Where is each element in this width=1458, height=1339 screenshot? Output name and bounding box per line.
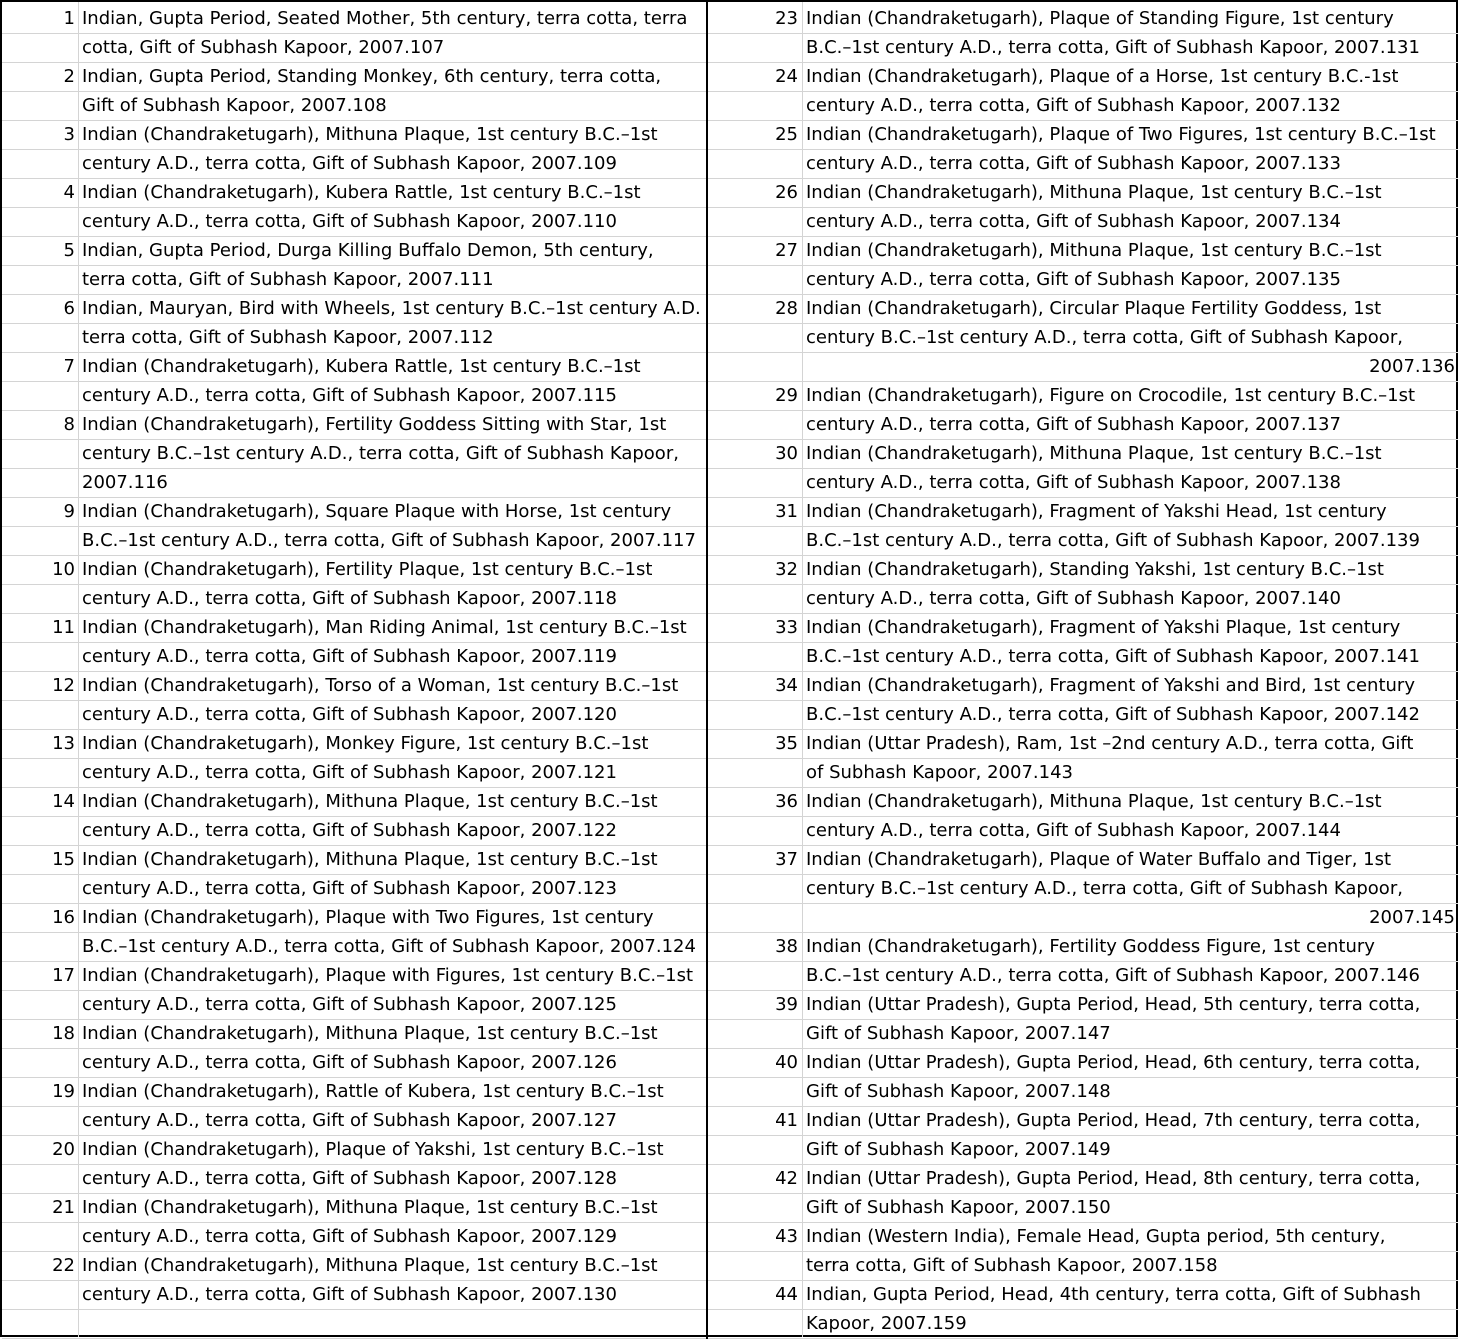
item-number: 38 [775, 936, 798, 957]
list-item [708, 294, 1458, 381]
item-number: 34 [775, 675, 798, 696]
item-description-line: Indian (Chandraketugarh), Rattle of Kubera, 1st century B.C.–1st [82, 1081, 664, 1102]
item-description-line: century A.D., terra cotta, Gift of Subhash Kapoor, 2007.140 [806, 588, 1341, 609]
item-description-line: century A.D., terra cotta, Gift of Subhash Kapoor, 2007.138 [806, 472, 1341, 493]
list-item [708, 1164, 1458, 1222]
list-item [2, 903, 706, 961]
item-description-line: century A.D., terra cotta, Gift of Subhash Kapoor, 2007.126 [82, 1052, 617, 1073]
row-gridline [2, 1309, 706, 1310]
item-description-line: Indian (Chandraketugarh), Mithuna Plaque, 1st century B.C.–1st [806, 240, 1382, 261]
item-number: 26 [775, 182, 798, 203]
item-description-line: B.C.–1st century A.D., terra cotta, Gift of Subhash Kapoor, 2007.124 [82, 936, 696, 957]
list-item [2, 1135, 706, 1193]
item-description-line: 2007.136 [1369, 356, 1455, 377]
list-item [708, 671, 1458, 729]
item-description-line: of Subhash Kapoor, 2007.143 [806, 762, 1073, 783]
item-description-line: Indian (Uttar Pradesh), Gupta Period, Head, 5th century, terra cotta, [806, 994, 1421, 1015]
item-number: 43 [775, 1226, 798, 1247]
item-description-line: century A.D., terra cotta, Gift of Subhash Kapoor, 2007.144 [806, 820, 1341, 841]
item-description-line: Indian (Chandraketugarh), Fertility Goddess Sitting with Star, 1st [82, 414, 667, 435]
list-item [708, 845, 1458, 932]
item-description-line: terra cotta, Gift of Subhash Kapoor, 2007.111 [82, 269, 494, 290]
list-item [2, 352, 706, 410]
list-item [2, 62, 706, 120]
item-description-line: Indian (Chandraketugarh), Kubera Rattle, 1st century B.C.–1st [82, 182, 641, 203]
item-description-line: Indian (Chandraketugarh), Standing Yakshi, 1st century B.C.–1st [806, 559, 1384, 580]
list-item [708, 120, 1458, 178]
item-description-line: Gift of Subhash Kapoor, 2007.150 [806, 1197, 1111, 1218]
item-number: 31 [775, 501, 798, 522]
item-description-line: century A.D., terra cotta, Gift of Subhash Kapoor, 2007.121 [82, 762, 617, 783]
item-description-line: century A.D., terra cotta, Gift of Subhash Kapoor, 2007.129 [82, 1226, 617, 1247]
item-description-line: Indian (Chandraketugarh), Plaque with Two Figures, 1st century [82, 907, 654, 928]
item-description-line: century A.D., terra cotta, Gift of Subhash Kapoor, 2007.133 [806, 153, 1341, 174]
item-description-line: Kapoor, 2007.159 [806, 1313, 967, 1334]
item-description-line: Indian (Western India), Female Head, Gupta period, 5th century, [806, 1226, 1386, 1247]
item-number: 30 [775, 443, 798, 464]
list-item [708, 62, 1458, 120]
item-number: 18 [52, 1023, 75, 1044]
item-number: 5 [63, 240, 75, 261]
list-item [2, 120, 706, 178]
item-number: 24 [775, 66, 798, 87]
item-description-line: Indian (Chandraketugarh), Circular Plaque Fertility Goddess, 1st [806, 298, 1382, 319]
item-description-line: Indian (Uttar Pradesh), Gupta Period, Head, 6th century, terra cotta, [806, 1052, 1421, 1073]
item-number: 41 [775, 1110, 798, 1131]
item-number: 44 [775, 1284, 798, 1305]
item-description-line: Indian (Uttar Pradesh), Gupta Period, Head, 8th century, terra cotta, [806, 1168, 1421, 1189]
item-description-line: Indian (Uttar Pradesh), Gupta Period, Head, 7th century, terra cotta, [806, 1110, 1421, 1131]
item-description-line: Indian (Chandraketugarh), Square Plaque with Horse, 1st century [82, 501, 672, 522]
item-number: 22 [52, 1255, 75, 1276]
list-item [2, 178, 706, 236]
list-item [708, 1280, 1458, 1338]
item-number: 14 [52, 791, 75, 812]
item-description-line: century A.D., terra cotta, Gift of Subhash Kapoor, 2007.123 [82, 878, 617, 899]
item-number: 16 [52, 907, 75, 928]
item-number: 29 [775, 385, 798, 406]
item-description-line: Indian (Chandraketugarh), Mithuna Plaque, 1st century B.C.–1st [82, 1255, 658, 1276]
item-description-line: century A.D., terra cotta, Gift of Subhash Kapoor, 2007.130 [82, 1284, 617, 1305]
item-number: 21 [52, 1197, 75, 1218]
item-description-line: Indian (Chandraketugarh), Fertility Goddess Figure, 1st century [806, 936, 1375, 957]
item-description-line: century B.C.–1st century A.D., terra cotta, Gift of Subhash Kapoor, [806, 878, 1403, 899]
item-description-line: Indian (Chandraketugarh), Mithuna Plaque, 1st century B.C.–1st [82, 124, 658, 145]
item-description-line: 2007.116 [82, 472, 168, 493]
item-description-line: Indian (Chandraketugarh), Figure on Crocodile, 1st century B.C.–1st [806, 385, 1416, 406]
list-item [2, 1251, 706, 1309]
list-item [2, 1193, 706, 1251]
left-column-list [2, 2, 706, 1337]
item-number: 2 [63, 66, 75, 87]
item-description-line: B.C.–1st century A.D., terra cotta, Gift of Subhash Kapoor, 2007.141 [806, 646, 1420, 667]
item-description-line: century A.D., terra cotta, Gift of Subhash Kapoor, 2007.128 [82, 1168, 617, 1189]
item-number: 37 [775, 849, 798, 870]
list-item [2, 787, 706, 845]
item-number: 9 [63, 501, 75, 522]
item-description-line: Indian (Chandraketugarh), Plaque with Figures, 1st century B.C.–1st [82, 965, 694, 986]
item-description-line: terra cotta, Gift of Subhash Kapoor, 2007.112 [82, 327, 494, 348]
list-item [2, 729, 706, 787]
item-description-line: century B.C.–1st century A.D., terra cotta, Gift of Subhash Kapoor, [806, 327, 1403, 348]
item-description-line: Indian (Chandraketugarh), Mithuna Plaque, 1st century B.C.–1st [806, 443, 1382, 464]
item-number: 3 [63, 124, 75, 145]
list-item [708, 555, 1458, 613]
item-number: 6 [63, 298, 75, 319]
item-description-line: Indian, Gupta Period, Seated Mother, 5th century, terra cotta, terra [82, 8, 688, 29]
item-number: 42 [775, 1168, 798, 1189]
item-description-line: century A.D., terra cotta, Gift of Subhash Kapoor, 2007.120 [82, 704, 617, 725]
item-description-line: terra cotta, Gift of Subhash Kapoor, 2007.158 [806, 1255, 1218, 1276]
item-number: 39 [775, 994, 798, 1015]
item-description-line: century A.D., terra cotta, Gift of Subhash Kapoor, 2007.127 [82, 1110, 617, 1131]
item-description-line: Indian, Gupta Period, Standing Monkey, 6th century, terra cotta, [82, 66, 662, 87]
list-item [2, 555, 706, 613]
item-description-line: Gift of Subhash Kapoor, 2007.148 [806, 1081, 1111, 1102]
list-item [708, 439, 1458, 497]
item-description-line: Indian (Chandraketugarh), Plaque of Water Buffalo and Tiger, 1st [806, 849, 1392, 870]
list-item [708, 236, 1458, 294]
item-number: 17 [52, 965, 75, 986]
item-number: 15 [52, 849, 75, 870]
item-description-line: Indian (Chandraketugarh), Plaque of Two Figures, 1st century B.C.–1st [806, 124, 1436, 145]
item-description-line: Indian, Gupta Period, Head, 4th century, terra cotta, Gift of Subhash [806, 1284, 1421, 1305]
item-number: 36 [775, 791, 798, 812]
item-description-line: Indian (Chandraketugarh), Mithuna Plaque, 1st century B.C.–1st [806, 182, 1382, 203]
item-description-line: Indian (Chandraketugarh), Kubera Rattle, 1st century B.C.–1st [82, 356, 641, 377]
item-number: 7 [63, 356, 75, 377]
list-item [708, 729, 1458, 787]
list-item [708, 1222, 1458, 1280]
item-description-line: century A.D., terra cotta, Gift of Subhash Kapoor, 2007.137 [806, 414, 1341, 435]
item-description-line: Indian, Mauryan, Bird with Wheels, 1st century B.C.–1st century A.D. [82, 298, 701, 319]
list-item [708, 613, 1458, 671]
right-column-list [708, 2, 1458, 1337]
item-number: 19 [52, 1081, 75, 1102]
list-item [2, 410, 706, 497]
item-description-line: Indian (Chandraketugarh), Plaque of a Horse, 1st century B.C.-1st [806, 66, 1399, 87]
item-description-line: century A.D., terra cotta, Gift of Subhash Kapoor, 2007.110 [82, 211, 617, 232]
list-item [2, 613, 706, 671]
item-description-line: Gift of Subhash Kapoor, 2007.149 [806, 1139, 1111, 1160]
item-description-line: Indian (Chandraketugarh), Mithuna Plaque, 1st century B.C.–1st [82, 791, 658, 812]
item-number: 27 [775, 240, 798, 261]
list-item [708, 787, 1458, 845]
item-description-line: B.C.–1st century A.D., terra cotta, Gift of Subhash Kapoor, 2007.146 [806, 965, 1420, 986]
list-item [2, 1077, 706, 1135]
item-description-line: Gift of Subhash Kapoor, 2007.147 [806, 1023, 1111, 1044]
item-description-line: Indian (Chandraketugarh), Fragment of Yakshi Plaque, 1st century [806, 617, 1401, 638]
item-description-line: Indian (Uttar Pradesh), Ram, 1st –2nd century A.D., terra cotta, Gift [806, 733, 1414, 754]
list-item [708, 1106, 1458, 1164]
item-number: 25 [775, 124, 798, 145]
item-number: 32 [775, 559, 798, 580]
item-description-line: Indian (Chandraketugarh), Monkey Figure, 1st century B.C.–1st [82, 733, 649, 754]
item-description-line: century A.D., terra cotta, Gift of Subhash Kapoor, 2007.118 [82, 588, 617, 609]
item-description-line: century A.D., terra cotta, Gift of Subhash Kapoor, 2007.119 [82, 646, 617, 667]
item-description-line: Indian (Chandraketugarh), Fragment of Yakshi and Bird, 1st century [806, 675, 1415, 696]
item-description-line: Indian (Chandraketugarh), Plaque of Standing Figure, 1st century [806, 8, 1394, 29]
item-description-line: century A.D., terra cotta, Gift of Subhash Kapoor, 2007.122 [82, 820, 617, 841]
item-description-line: century A.D., terra cotta, Gift of Subhash Kapoor, 2007.115 [82, 385, 617, 406]
item-number: 4 [63, 182, 75, 203]
list-item [2, 497, 706, 555]
item-number: 10 [52, 559, 75, 580]
item-description-line: century A.D., terra cotta, Gift of Subhash Kapoor, 2007.132 [806, 95, 1341, 116]
item-number: 40 [775, 1052, 798, 1073]
list-item [708, 1048, 1458, 1106]
item-description-line: Indian (Chandraketugarh), Plaque of Yakshi, 1st century B.C.–1st [82, 1139, 664, 1160]
item-number: 8 [63, 414, 75, 435]
item-description-line: century A.D., terra cotta, Gift of Subhash Kapoor, 2007.135 [806, 269, 1341, 290]
item-description-line: Indian (Chandraketugarh), Mithuna Plaque, 1st century B.C.–1st [82, 849, 658, 870]
item-description-line: Indian (Chandraketugarh), Fragment of Yakshi Head, 1st century [806, 501, 1387, 522]
item-description-line: B.C.–1st century A.D., terra cotta, Gift of Subhash Kapoor, 2007.142 [806, 704, 1420, 725]
item-description-line: cotta, Gift of Subhash Kapoor, 2007.107 [82, 37, 445, 58]
item-description-line: B.C.–1st century A.D., terra cotta, Gift of Subhash Kapoor, 2007.139 [806, 530, 1420, 551]
list-item [708, 497, 1458, 555]
item-description-line: century A.D., terra cotta, Gift of Subhash Kapoor, 2007.109 [82, 153, 617, 174]
list-item [2, 1019, 706, 1077]
list-item [2, 961, 706, 1019]
list-item [708, 932, 1458, 990]
item-number: 20 [52, 1139, 75, 1160]
item-number: 1 [63, 8, 75, 29]
item-description-line: Indian (Chandraketugarh), Torso of a Woman, 1st century B.C.–1st [82, 675, 679, 696]
item-description-line: Indian (Chandraketugarh), Mithuna Plaque, 1st century B.C.–1st [82, 1197, 658, 1218]
list-item [2, 294, 706, 352]
item-description-line: B.C.–1st century A.D., terra cotta, Gift of Subhash Kapoor, 2007.131 [806, 37, 1420, 58]
item-number: 13 [52, 733, 75, 754]
item-description-line: B.C.–1st century A.D., terra cotta, Gift of Subhash Kapoor, 2007.117 [82, 530, 696, 551]
item-number: 28 [775, 298, 798, 319]
list-item [2, 845, 706, 903]
list-item [2, 4, 706, 62]
item-description-line: century A.D., terra cotta, Gift of Subhash Kapoor, 2007.125 [82, 994, 617, 1015]
list-item [708, 178, 1458, 236]
item-description-line: 2007.145 [1369, 907, 1455, 928]
list-item [708, 4, 1458, 62]
item-number: 11 [52, 617, 75, 638]
item-number: 33 [775, 617, 798, 638]
item-description-line: Indian (Chandraketugarh), Fertility Plaque, 1st century B.C.–1st [82, 559, 653, 580]
list-item [2, 236, 706, 294]
item-description-line: Indian (Chandraketugarh), Mithuna Plaque, 1st century B.C.–1st [82, 1023, 658, 1044]
list-item [708, 381, 1458, 439]
item-description-line: Gift of Subhash Kapoor, 2007.108 [82, 95, 387, 116]
item-description-line: Indian, Gupta Period, Durga Killing Buffalo Demon, 5th century, [82, 240, 654, 261]
item-description-line: century A.D., terra cotta, Gift of Subhash Kapoor, 2007.134 [806, 211, 1341, 232]
item-number: 12 [52, 675, 75, 696]
list-item [2, 671, 706, 729]
item-description-line: century B.C.–1st century A.D., terra cotta, Gift of Subhash Kapoor, [82, 443, 679, 464]
list-item [708, 990, 1458, 1048]
item-number: 35 [775, 733, 798, 754]
item-description-line: Indian (Chandraketugarh), Mithuna Plaque, 1st century B.C.–1st [806, 791, 1382, 812]
item-description-line: Indian (Chandraketugarh), Man Riding Animal, 1st century B.C.–1st [82, 617, 687, 638]
item-number: 23 [775, 8, 798, 29]
